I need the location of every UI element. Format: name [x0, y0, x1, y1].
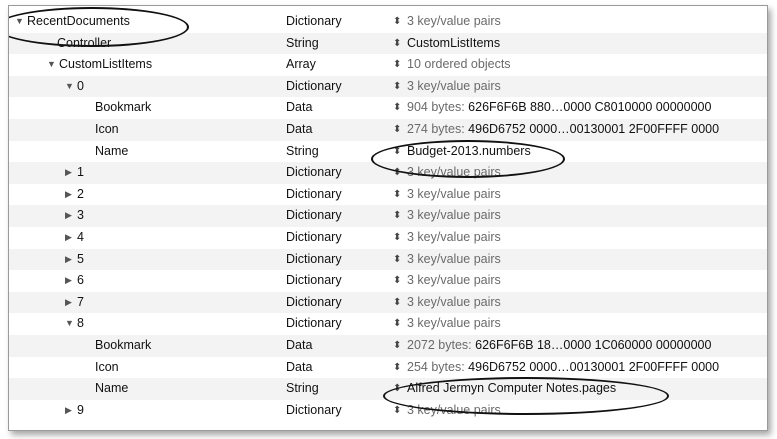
row-value-text: 3 key/value pairs — [407, 316, 501, 331]
type-stepper-icon[interactable]: ⬍ — [393, 275, 402, 287]
row-key-label: Bookmark — [95, 100, 152, 115]
row-value[interactable] — [407, 205, 501, 227]
plist-row[interactable] — [9, 292, 767, 314]
row-key — [95, 378, 128, 400]
row-key-label: Icon — [95, 121, 119, 136]
row-value-text: 3 key/value pairs — [407, 208, 501, 223]
row-key-label: 9 — [77, 402, 84, 417]
row-value-text: 3 key/value pairs — [407, 229, 501, 244]
row-key — [65, 184, 84, 206]
type-stepper-icon[interactable]: ⬍ — [393, 339, 402, 351]
row-type[interactable]: Dictionary — [286, 186, 342, 201]
row-type[interactable]: Dictionary — [286, 208, 342, 223]
row-value[interactable] — [407, 270, 501, 292]
plist-row[interactable] — [9, 184, 767, 206]
row-value[interactable] — [407, 227, 501, 249]
row-key-label: Name — [95, 143, 129, 158]
row-key — [65, 313, 84, 335]
row-value[interactable] — [407, 184, 501, 206]
row-value[interactable] — [407, 292, 501, 314]
row-key — [65, 400, 84, 422]
row-value-text: Budget-2013.numbers — [407, 143, 531, 158]
disclosure-closed-icon[interactable]: ▶ — [65, 253, 72, 264]
row-value-text: 10 ordered objects — [407, 57, 511, 72]
row-value-text: 3 key/value pairs — [407, 78, 501, 93]
row-value-text: 3 key/value pairs — [407, 251, 501, 266]
type-stepper-icon[interactable]: ⬍ — [393, 123, 402, 135]
row-type[interactable]: Dictionary — [286, 251, 342, 266]
type-stepper-icon[interactable]: ⬍ — [393, 188, 402, 200]
row-key-label: 1 — [77, 165, 84, 180]
row-type[interactable]: Data — [286, 359, 313, 374]
row-type[interactable]: Data — [286, 100, 313, 115]
row-value-text: 3 key/value pairs — [407, 14, 501, 28]
plist-row[interactable] — [9, 270, 767, 292]
type-stepper-icon[interactable]: ⬍ — [393, 167, 402, 179]
row-key-label: 8 — [77, 316, 84, 331]
type-stepper-icon[interactable]: ⬍ — [393, 383, 402, 395]
type-stepper-icon[interactable]: ⬍ — [393, 102, 402, 114]
row-type[interactable]: Data — [286, 121, 313, 136]
row-key — [47, 54, 152, 76]
row-value[interactable] — [407, 357, 719, 379]
row-key — [65, 292, 84, 314]
disclosure-closed-icon[interactable]: ▶ — [65, 188, 72, 199]
type-stepper-icon[interactable]: ⬍ — [393, 59, 402, 71]
plist-row[interactable] — [9, 97, 767, 119]
row-key — [57, 33, 111, 55]
type-stepper-icon[interactable]: ⬍ — [393, 37, 402, 49]
disclosure-open-icon[interactable]: ▼ — [65, 80, 74, 91]
row-type[interactable]: Dictionary — [286, 294, 342, 309]
plist-row[interactable] — [9, 249, 767, 271]
row-type[interactable]: Dictionary — [286, 273, 342, 288]
row-value[interactable] — [407, 249, 501, 271]
row-value[interactable] — [407, 54, 511, 76]
plist-row[interactable] — [9, 162, 767, 184]
disclosure-closed-icon[interactable]: ▶ — [65, 404, 72, 415]
type-stepper-icon[interactable]: ⬍ — [393, 318, 402, 330]
row-value-text: 496D6752 0000…00130001 2F00FFFF 0000 — [468, 121, 720, 136]
plist-row[interactable] — [9, 119, 767, 141]
row-key-label: 7 — [77, 294, 84, 309]
row-value-text: 496D6752 0000…00130001 2F00FFFF 0000 — [468, 359, 720, 374]
row-value[interactable] — [407, 141, 531, 163]
type-stepper-icon[interactable]: ⬍ — [393, 231, 402, 243]
row-value[interactable] — [407, 76, 501, 98]
row-type[interactable]: Dictionary — [286, 14, 342, 28]
row-key — [95, 357, 119, 379]
plist-editor — [8, 5, 768, 431]
row-key — [65, 76, 84, 98]
disclosure-closed-icon[interactable]: ▶ — [65, 210, 72, 221]
row-key-label: Icon — [95, 359, 119, 374]
row-value[interactable] — [407, 11, 501, 33]
row-type[interactable]: String — [286, 381, 319, 396]
row-type[interactable]: Dictionary — [286, 165, 342, 180]
row-key-label: 4 — [77, 229, 84, 244]
row-type[interactable]: String — [286, 35, 319, 50]
type-stepper-icon[interactable]: ⬍ — [393, 253, 402, 265]
row-key — [65, 162, 84, 184]
row-key — [65, 249, 84, 271]
row-value[interactable] — [407, 378, 616, 400]
disclosure-closed-icon[interactable]: ▶ — [65, 231, 72, 242]
row-value[interactable] — [407, 97, 711, 119]
row-key — [65, 270, 84, 292]
disclosure-closed-icon[interactable]: ▶ — [65, 296, 72, 307]
row-key-label: Bookmark — [95, 337, 152, 352]
row-value-text: 3 key/value pairs — [407, 273, 501, 288]
row-value[interactable] — [407, 313, 501, 335]
plist-row[interactable] — [9, 33, 767, 55]
row-value[interactable] — [407, 162, 501, 184]
type-stepper-icon[interactable]: ⬍ — [393, 210, 402, 222]
row-value-size: 274 bytes: — [407, 121, 465, 136]
disclosure-open-icon[interactable]: ▼ — [47, 59, 56, 70]
row-value-text: 626F6F6B 18…0000 1C060000 00000000 — [475, 337, 712, 352]
row-type[interactable]: Dictionary — [286, 316, 342, 331]
type-stepper-icon[interactable]: ⬍ — [393, 296, 402, 308]
plist-rows — [9, 11, 767, 421]
row-type[interactable]: Dictionary — [286, 229, 342, 244]
row-type[interactable]: Data — [286, 337, 313, 352]
row-value-text: 626F6F6B 880…0000 C8010000 00000000 — [468, 100, 712, 115]
row-value[interactable] — [407, 335, 711, 357]
row-key — [65, 205, 84, 227]
plist-row[interactable] — [9, 54, 767, 76]
row-type[interactable]: Dictionary — [286, 78, 342, 93]
row-key-label: Controller — [57, 35, 112, 50]
row-type[interactable]: String — [286, 143, 319, 158]
plist-row[interactable] — [9, 378, 767, 400]
row-key-label: 0 — [77, 78, 84, 93]
row-type[interactable]: Dictionary — [286, 402, 342, 417]
plist-row[interactable] — [9, 141, 767, 163]
row-value-text: Alfred Jermyn Computer Notes.pages — [407, 381, 617, 396]
type-stepper-icon[interactable]: ⬍ — [393, 16, 402, 27]
type-stepper-icon[interactable]: ⬍ — [393, 404, 402, 416]
row-key — [95, 335, 151, 357]
row-type[interactable]: Array — [286, 57, 316, 72]
plist-row[interactable] — [9, 335, 767, 357]
disclosure-closed-icon[interactable]: ▶ — [65, 275, 72, 286]
disclosure-open-icon[interactable]: ▼ — [15, 16, 24, 26]
row-key-label: 2 — [77, 186, 84, 201]
row-value[interactable] — [407, 33, 500, 55]
row-value-text: 3 key/value pairs — [407, 402, 501, 417]
row-value[interactable] — [407, 119, 719, 141]
row-key — [95, 97, 151, 119]
row-value-text: 3 key/value pairs — [407, 294, 501, 309]
type-stepper-icon[interactable]: ⬍ — [393, 145, 402, 157]
row-key — [95, 119, 119, 141]
row-key-label: 3 — [77, 208, 84, 223]
row-key-label: Name — [95, 381, 129, 396]
type-stepper-icon[interactable]: ⬍ — [393, 361, 402, 373]
row-value-text: CustomListItems — [407, 35, 501, 50]
row-value-text: 3 key/value pairs — [407, 165, 501, 180]
row-key — [95, 141, 128, 163]
plist-row[interactable] — [9, 227, 767, 249]
row-key-label: CustomListItems — [59, 57, 153, 72]
row-value-size: 904 bytes: — [407, 100, 465, 115]
plist-row[interactable] — [9, 313, 767, 335]
plist-row[interactable] — [9, 11, 767, 33]
disclosure-closed-icon[interactable]: ▶ — [65, 167, 72, 178]
plist-row[interactable] — [9, 400, 767, 422]
plist-row[interactable] — [9, 76, 767, 98]
row-key-label: 6 — [77, 273, 84, 288]
row-key — [15, 11, 130, 33]
type-stepper-icon[interactable]: ⬍ — [393, 80, 402, 92]
plist-row[interactable] — [9, 205, 767, 227]
row-value-size: 2072 bytes: — [407, 337, 472, 352]
row-value-text: 3 key/value pairs — [407, 186, 501, 201]
row-value[interactable] — [407, 400, 501, 422]
disclosure-open-icon[interactable]: ▼ — [65, 318, 74, 329]
row-value-size: 254 bytes: — [407, 359, 465, 374]
row-key-label: RecentDocuments — [27, 14, 130, 28]
row-key-label: 5 — [77, 251, 84, 266]
plist-row[interactable] — [9, 357, 767, 379]
row-key — [65, 227, 84, 249]
